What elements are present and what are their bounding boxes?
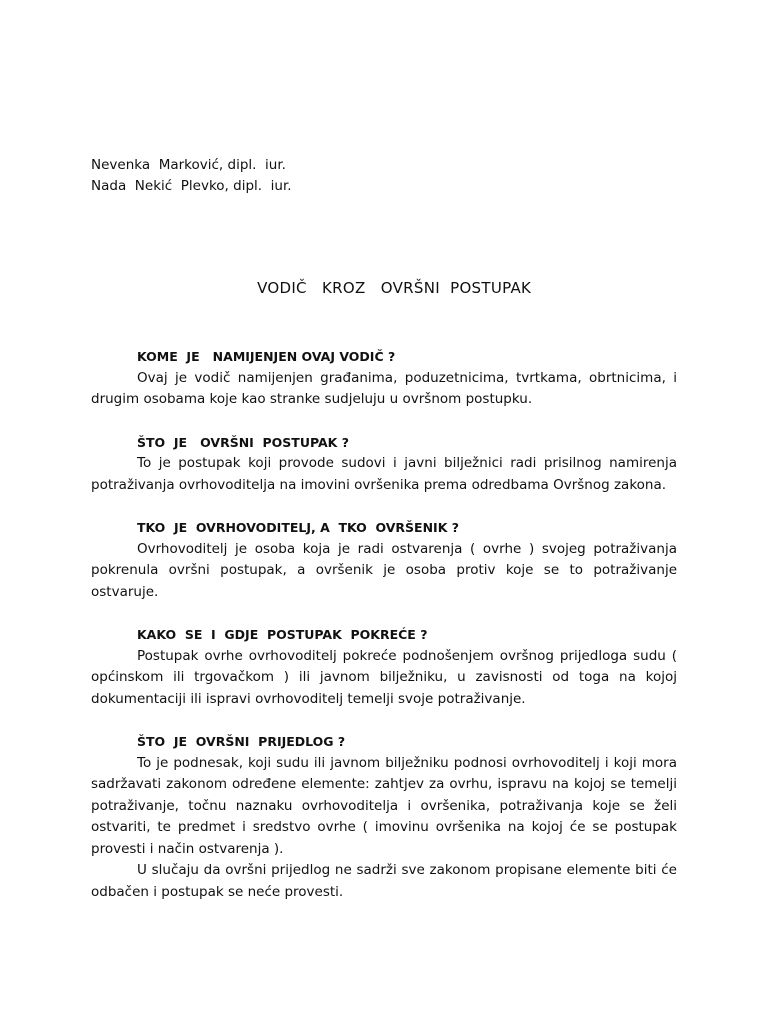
section-paragraph: U slučaju da ovršni prijedlog ne sadrži sve zakonom propisane elemente biti će odbačen i postupak se neće provesti. bbox=[91, 862, 677, 900]
section-sto-je-ovrsni-prijedlog bbox=[91, 731, 677, 903]
section-paragraph: Ovaj je vodič namijenjen građanima, poduzetnicima, tvrtkama, obrtnicima, i drugim osobama koje kao stranke sudjeluju u ovršnom postupku. bbox=[91, 369, 677, 407]
section-heading: TKO JE OVRHOVODITELJ, A TKO OVRŠENIK ? bbox=[137, 520, 459, 535]
section-tko-je-ovrhovoditelj bbox=[91, 517, 677, 603]
document-body bbox=[91, 346, 677, 924]
document-title bbox=[0, 261, 768, 315]
section-heading: ŠTO JE OVRŠNI PRIJEDLOG ? bbox=[137, 734, 346, 749]
section-heading: ŠTO JE OVRŠNI POSTUPAK ? bbox=[137, 434, 349, 450]
section-kome-je-namijenjen bbox=[91, 346, 677, 411]
section-paragraph: To je postupak koji provode sudovi i javni bilježnici radi prisilnog namirenja potraživanja ovrhovoditelja na imovini ovršenika prema odredbama Ovršnog zakona. bbox=[91, 455, 677, 493]
authors-block bbox=[91, 155, 292, 197]
section-paragraph: To je podnesak, koji sudu ili javnom bilježniku podnosi ovrhovoditelj i koji mora sadržavati zakonom određene elemente: zahtjev za ovrhu, ispravu na kojoj se temelji potraživanje, točnu naznaku ovrhovoditelja i ovršenika, potraživanja koje se želi ostvariti, te predmet i sredstvo ovrhe ( imovinu ovršenika na kojoj će se postupak provesti i način ostvarenja ). bbox=[91, 754, 677, 857]
author-line-1: Nevenka Marković, dipl. iur. bbox=[91, 157, 286, 173]
section-kako-se-pokrece bbox=[91, 624, 677, 710]
section-heading: KOME JE NAMIJENJEN OVAJ VODIČ ? bbox=[137, 349, 396, 364]
section-heading: KAKO SE I GDJE POSTUPAK POKREĆE ? bbox=[137, 627, 428, 642]
author-line-2: Nada Nekić Plevko, dipl. iur. bbox=[91, 178, 292, 194]
section-paragraph: Ovrhovoditelj je osoba koja je radi ostvarenja ( ovrhe ) svojeg potraživanja pokrenula ovršni postupak, a ovršenik je osoba protiv koje se to potraživanje ostvaruje. bbox=[91, 540, 677, 600]
section-paragraph: Postupak ovrhe ovrhovoditelj pokreće podnošenjem ovršnog prijedloga sudu ( općinskom ili trgovačkom ) ili javnom bilježniku, u zavisnosti od toga na kojoj dokumentaciji ili ispravi ovrhovoditelj temelji svoje potraživanje. bbox=[91, 647, 677, 707]
document-title-text: VODIČ KROZ OVRŠNI POSTUPAK bbox=[257, 279, 532, 297]
section-sto-je-ovrsni-postupak bbox=[91, 432, 677, 497]
